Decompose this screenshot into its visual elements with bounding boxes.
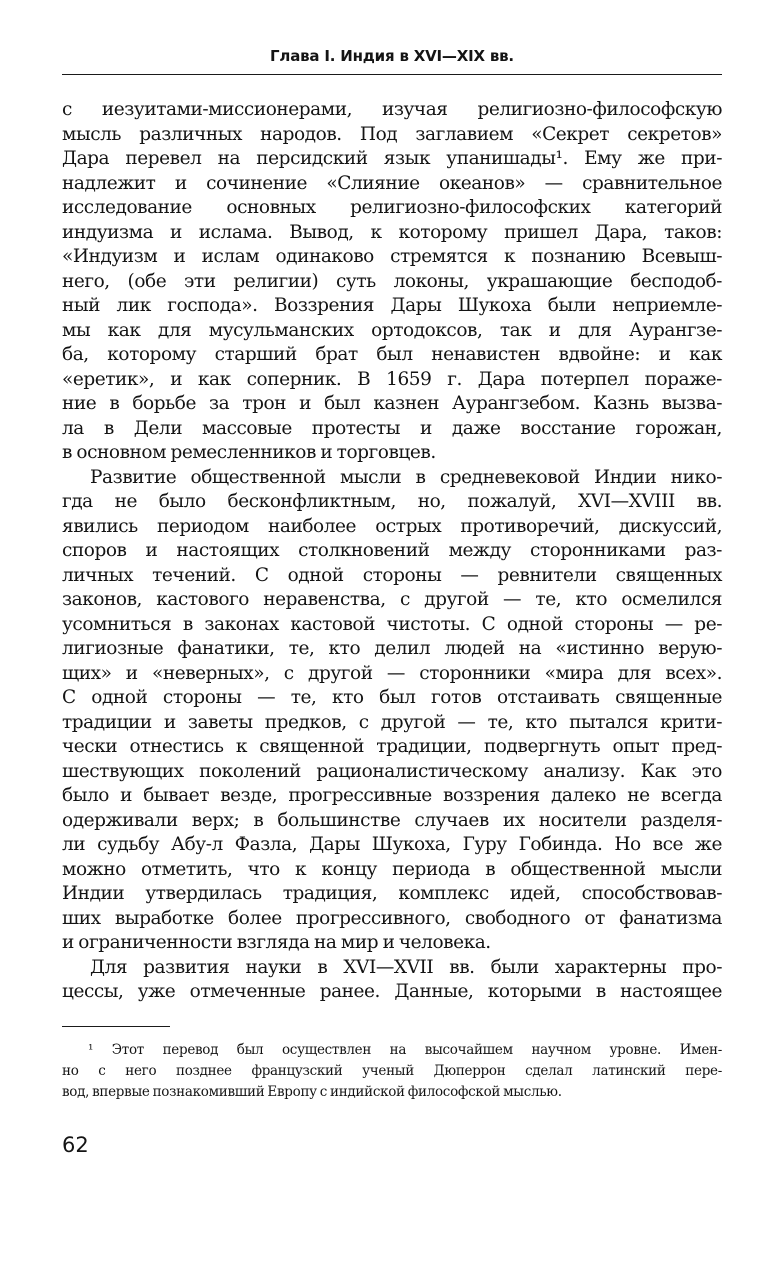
text-line: гда не было бесконфликтным, но, пожалуй, XVI—XVIII вв. — [62, 491, 722, 512]
text-line: законов, кастового неравенства, с другой — те, кто осмелился — [62, 589, 722, 610]
footnote-line: вод, впервые познакомивший Европу с индийской философской мыслью. — [62, 1084, 562, 1100]
text-line: ла в Дели массовые протесты и даже восстание горожан, — [62, 417, 722, 439]
text-line: исследование основных религиозно-философских категорий — [62, 197, 722, 218]
text-line: него, (обе эти религии) суть локоны, украшающие бесподоб- — [62, 270, 722, 292]
text-line: мы как для мусульманских ортодоксов, так и для Аурангзе- — [62, 319, 722, 341]
text-line: можно отметить, что к концу периода в общественной мысли — [62, 858, 722, 880]
text-line: цессы, уже отмеченные ранее. Данные, которыми в настоящее — [62, 981, 722, 1002]
text-line: традиции и заветы предков, с другой — те, кто пытался крити- — [62, 711, 722, 733]
text-line: явились периодом наиболее острых противоречий, дискуссий, — [62, 515, 722, 537]
text-line: Дара перевел на персидский язык упанишады¹. Ему же при- — [62, 148, 722, 169]
footnote-rule — [62, 1026, 170, 1027]
text-line: было и бывает везде, прогрессивные воззрения далеко не всегда — [62, 785, 722, 806]
text-line: Индии утвердилась традиция, комплекс идей, способствовав- — [62, 883, 722, 904]
text-line: лигиозные фанатики, те, кто делил людей на «истинно верую- — [62, 638, 722, 659]
text-line: чески отнестись к священной традиции, подвергнуть опыт пред- — [62, 736, 722, 757]
text-line: с иезуитами-миссионерами, изучая религиозно-философскую — [62, 99, 722, 120]
text-line: индуизма и ислама. Вывод, к которому пришел Дара, таков: — [62, 221, 722, 243]
running-header: Глава I. Индия в XVI—XIX вв. — [270, 47, 514, 65]
text-line: шествующих поколений рационалистическому анализу. Как это — [62, 760, 722, 782]
text-line: Развитие общественной мысли в средневековой Индии нико- — [90, 466, 722, 488]
text-line: ших выработке более прогрессивного, свободного от фанатизма — [62, 907, 722, 929]
text-line: споров и настоящих столкновений между сторонниками раз- — [62, 540, 722, 561]
main-text — [62, 98, 722, 1005]
text-line: щих» и «неверных», с другой — сторонники «мира для всех». — [62, 662, 722, 684]
text-line: «Индуизм и ислам одинаково стремятся к познанию Всевыш- — [62, 246, 722, 267]
text-line: Для развития науки в XVI—XVII вв. были характерны про- — [90, 956, 722, 978]
text-line: одерживали верх; в большинстве случаев их носители разделя- — [62, 809, 722, 831]
header-rule — [62, 74, 722, 75]
text-line: мысль различных народов. Под заглавием «Секрет секретов» — [62, 123, 722, 145]
text-line: в основном ремесленников и торговцев. — [62, 442, 436, 463]
text-line: личных течений. С одной стороны — ревнители священных — [62, 564, 722, 586]
footnote-line: но с него позднее французский ученый Дюперрон сделал латинский пере- — [62, 1063, 722, 1079]
page-number: 62 — [62, 1133, 89, 1157]
footnote-line: ¹ Этот перевод был осуществлен на высочайшем научном уровне. Имен- — [88, 1042, 722, 1058]
text-line: усомниться в законах кастовой чистоты. С одной стороны — ре- — [62, 613, 722, 635]
footnote — [62, 1040, 722, 1103]
text-line: надлежит и сочинение «Слияние океанов» — сравнительное — [62, 172, 722, 194]
text-line: «еретик», и как соперник. В 1659 г. Дара потерпел пораже- — [62, 368, 722, 390]
text-line: и ограниченности взгляда на мир и человека. — [62, 932, 491, 953]
text-line: ли судьбу Абу-л Фазла, Дары Шукоха, Гуру Гобинда. Но все же — [62, 834, 722, 855]
text-line: ный лик господа». Воззрения Дары Шукоха были неприемле- — [62, 295, 722, 316]
text-line: ба, которому старший брат был ненавистен вдвойне: и как — [62, 344, 722, 365]
text-line: ние в борьбе за трон и был казнен Аурангзебом. Казнь вызва- — [62, 393, 722, 414]
text-line: С одной стороны — те, кто был готов отстаивать священные — [62, 687, 722, 708]
